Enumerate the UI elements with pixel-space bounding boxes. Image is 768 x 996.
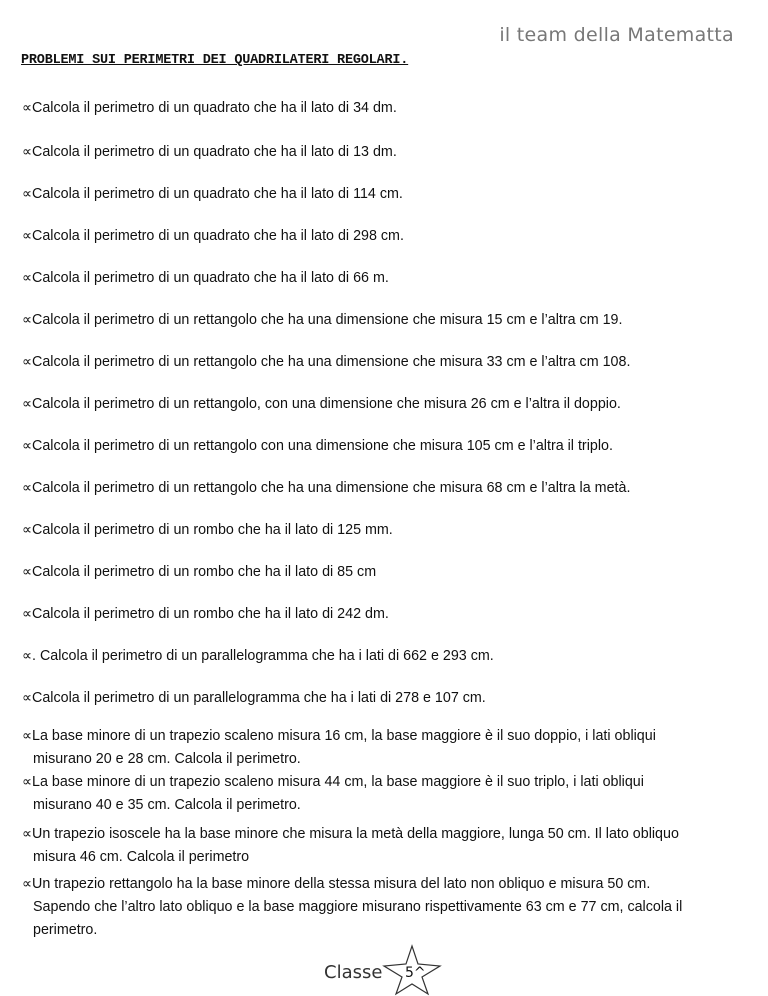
problem-item [22, 822, 679, 869]
problem-text: Calcola il perimetro di un quadrato che ha il lato di 298 cm. [32, 228, 404, 244]
bullet-icon: ∝ [22, 227, 33, 243]
problem-text: Calcola il perimetro di un quadrato che ha il lato di 66 m. [32, 270, 389, 286]
problem-item [22, 602, 389, 626]
problem-text: Sapendo che l’altro lato obliquo e la base maggiore misurano rispettivamente 63 cm e 77 cm, calcola il [33, 899, 683, 915]
problem-text: Calcola il perimetro di un rombo che ha il lato di 125 mm. [32, 522, 393, 538]
problem-item [22, 560, 376, 584]
bullet-icon: ∝ [22, 727, 33, 743]
bullet-icon: ∝ [22, 437, 33, 453]
problem-item [22, 770, 644, 817]
problem-text: Calcola il perimetro di un quadrato che ha il lato di 114 cm. [32, 186, 403, 202]
problem-text: Calcola il perimetro di un rombo che ha il lato di 85 cm [32, 564, 377, 580]
problem-text: misura 46 cm. Calcola il perimetro [33, 849, 250, 865]
problem-item [22, 182, 403, 206]
problem-item [22, 686, 486, 710]
problem-item [22, 350, 630, 374]
problem-text: La base minore di un trapezio scaleno misura 44 cm, la base maggiore è il suo triplo, i lati obliqui [32, 774, 644, 790]
problem-text: Calcola il perimetro di un rombo che ha il lato di 242 dm. [32, 606, 389, 622]
bullet-icon: ∝ [22, 143, 33, 159]
problem-text: . Calcola il perimetro di un parallelogramma che ha i lati di 662 e 293 cm. [32, 648, 494, 664]
problem-text: Un trapezio rettangolo ha la base minore della stessa misura del lato non obliquo e misura 50 cm. [32, 876, 651, 892]
problem-text: Un trapezio isoscele ha la base minore che misura la metà della maggiore, lunga 50 cm. Il lato obliquo [32, 826, 679, 842]
problem-text: perimetro. [33, 922, 98, 938]
problem-item [22, 872, 682, 942]
bullet-icon: ∝ [22, 605, 33, 621]
document-title: PROBLEMI SUI PERIMETRI DEI QUADRILATERI REGOLARI. [21, 53, 409, 68]
footer-class-label: Classe [324, 962, 383, 983]
problem-item [22, 476, 630, 500]
bullet-icon: ∝ [22, 311, 33, 327]
problem-text: Calcola il perimetro di un rettangolo che ha una dimensione che misura 68 cm e l’altra la metà. [32, 480, 631, 496]
problem-text: Calcola il perimetro di un parallelogramma che ha i lati di 278 e 107 cm. [32, 690, 486, 706]
problem-text: misurano 20 e 28 cm. Calcola il perimetro. [33, 751, 301, 767]
bullet-icon: ∝ [22, 521, 33, 537]
header-brand: il team della Matematta [499, 24, 734, 46]
bullet-icon: ∝ [22, 563, 33, 579]
bullet-icon: ∝ [22, 185, 33, 201]
problem-item [22, 224, 404, 248]
problem-text: Calcola il perimetro di un rettangolo che ha una dimensione che misura 15 cm e l’altra cm 19. [32, 312, 623, 328]
bullet-icon: ∝ [22, 353, 33, 369]
problem-item [22, 140, 397, 164]
problem-item [22, 392, 621, 416]
bullet-icon: ∝ [22, 875, 33, 891]
problem-text: Calcola il perimetro di un quadrato che ha il lato di 34 dm. [32, 100, 397, 116]
bullet-icon: ∝ [22, 647, 33, 663]
bullet-icon: ∝ [22, 269, 33, 285]
problem-item [22, 644, 494, 668]
problem-text: Calcola il perimetro di un quadrato che ha il lato di 13 dm. [32, 144, 397, 160]
problem-item [22, 266, 389, 290]
bullet-icon: ∝ [22, 99, 33, 115]
problem-item [22, 724, 656, 771]
bullet-icon: ∝ [22, 479, 33, 495]
problem-text: Calcola il perimetro di un rettangolo, con una dimensione che misura 26 cm e l’altra il doppio. [32, 396, 621, 412]
problem-item [22, 308, 622, 332]
problem-item [22, 96, 397, 120]
bullet-icon: ∝ [22, 773, 33, 789]
problem-text: misurano 40 e 35 cm. Calcola il perimetro. [33, 797, 301, 813]
problem-item [22, 518, 393, 542]
bullet-icon: ∝ [22, 825, 33, 841]
problem-text: Calcola il perimetro di un rettangolo con una dimensione che misura 105 cm e l’altra il triplo. [32, 438, 613, 454]
bullet-icon: ∝ [22, 395, 33, 411]
problem-text: Calcola il perimetro di un rettangolo che ha una dimensione che misura 33 cm e l’altra cm 108. [32, 354, 631, 370]
bullet-icon: ∝ [22, 689, 33, 705]
problem-text: La base minore di un trapezio scaleno misura 16 cm, la base maggiore è il suo doppio, i lati obliqui [32, 728, 656, 744]
footer-class-number: 5^ [405, 965, 426, 981]
problem-item [22, 434, 613, 458]
